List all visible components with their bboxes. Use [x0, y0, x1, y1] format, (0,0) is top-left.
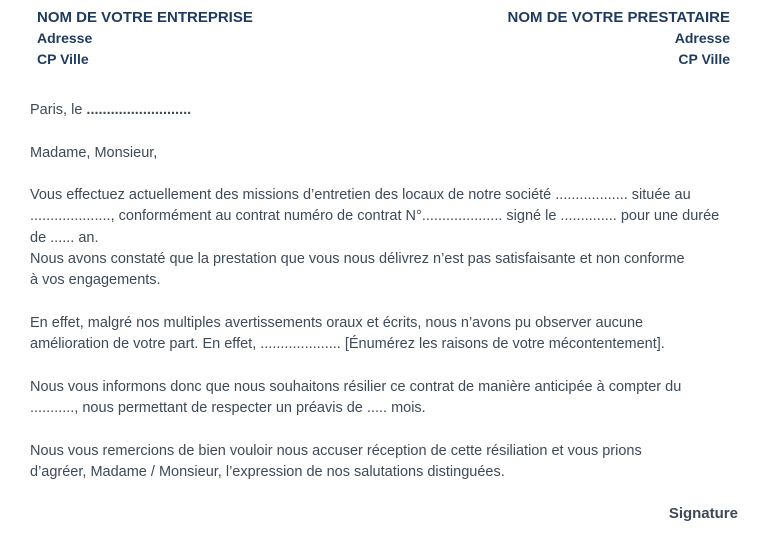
date-placeholder: ..........................	[86, 102, 192, 118]
paragraph-3	[30, 377, 742, 420]
p1-line-5: à vos engagements.	[30, 272, 161, 289]
recipient-block	[507, 7, 730, 70]
p4-line-2: d’agréer, Madame / Monsieur, l’expression de nos salutations distinguées.	[30, 464, 505, 481]
date-prefix: Paris, le	[30, 102, 87, 118]
sender-address: Adresse	[37, 30, 93, 46]
paragraph-4	[30, 441, 742, 484]
p1-line-2: ...................., conformément au contrat numéro de contrat N°.................... signé le .............. pour une durée	[30, 208, 720, 225]
salutation: Madame, Monsieur,	[30, 144, 158, 161]
sender-block	[37, 7, 253, 70]
p1-line-3: de ...... an.	[30, 229, 99, 246]
p2-line-2: amélioration de votre part. En effet, .................... [Énumérez les raisons de votre mécontentement].	[30, 336, 665, 353]
sender-name: NOM DE VOTRE ENTREPRISE	[37, 9, 253, 26]
paragraph-1	[30, 185, 742, 291]
recipient-name: NOM DE VOTRE PRESTATAIRE	[507, 9, 730, 26]
recipient-address: Adresse	[674, 30, 730, 46]
p3-line-2: ..........., nous permettant de respecter un préavis de ..... mois.	[30, 400, 426, 417]
p3-line-1: Nous vous informons donc que nous souhaitons résilier ce contrat de manière anticipée à compter du	[30, 378, 682, 395]
p1-line-4: Nous avons constaté que la prestation que vous nous délivrez n’est pas satisfaisante et non conforme	[30, 251, 685, 268]
paragraph-2	[30, 313, 742, 356]
date-line	[30, 100, 742, 121]
p2-line-1: En effet, malgré nos multiples avertissements oraux et écrits, nous n’avons pu observer aucune	[30, 314, 644, 331]
p4-line-1: Nous vous remercions de bien vouloir nous accuser réception de cette résiliation et vous prions	[30, 442, 642, 459]
p1-line-1: Vous effectuez actuellement des missions d’entretien des locaux de notre société .................. située au	[30, 187, 691, 204]
recipient-city: CP Ville	[678, 51, 730, 67]
sender-city: CP Ville	[37, 51, 89, 67]
signature-label: Signature	[668, 505, 738, 522]
letter-body	[30, 100, 742, 505]
